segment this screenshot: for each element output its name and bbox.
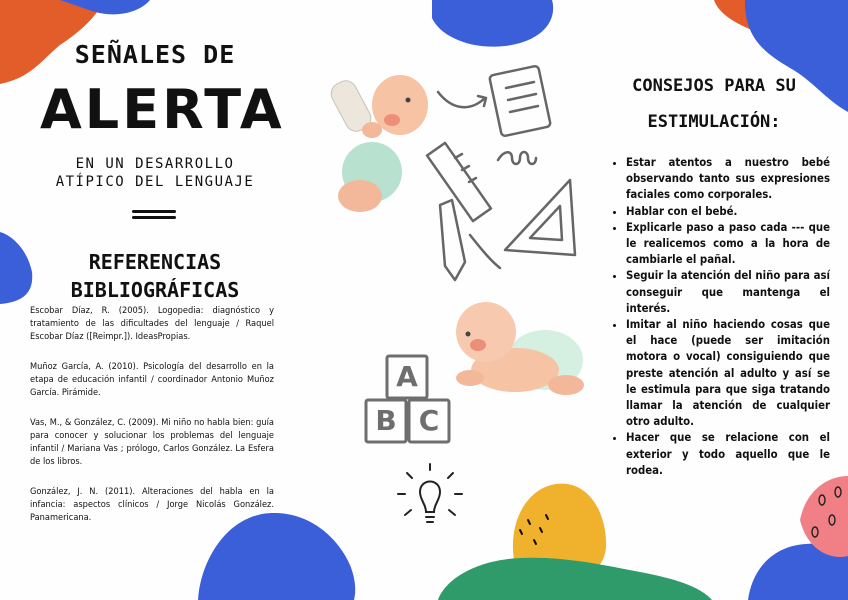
school-doodles	[427, 65, 575, 280]
references-title-line-2: BIBLIOGRÁFICAS	[70, 278, 240, 302]
references-list	[30, 304, 274, 541]
arrow-icon	[438, 92, 500, 268]
reference-item: González, J. N. (2011). Alteraciones del habla en la infancia: aspectos clínicos / Jorge Nicolás González. Panamericana.	[30, 486, 274, 523]
tips-list	[608, 155, 830, 479]
blue-blob-left	[0, 232, 32, 304]
reference-item: Escobar Díaz, R. (2005). Logopedia: diagnóstico y tratamiento de las dificultades del lenguaje / Raquel Escobar Díaz ([Reimpr.]). IdeasPropias.	[30, 305, 274, 342]
title-line-2: ALERTA	[40, 78, 285, 141]
tip-item: • Imitar al niño haciendo cosas que el hace (puede ser imitación motora o vocal) consiguiendo que preste atención al adulto y así se le estimula para que siga tratando llamar la atención de cualquier otro adulto.	[626, 317, 830, 430]
tip-item: • Explicarle paso a paso cada --- que le realicemos como a la hora de cambiarle el pañal.	[626, 220, 830, 269]
abc-letter-b: B	[375, 404, 397, 437]
blue-blob-top-center	[432, 0, 553, 47]
references-title-line-1: REFERENCIAS	[88, 250, 222, 274]
reference-item: Muñoz García, A. (2010). Psicología del desarrollo en la etapa de educación infantil / coordinador Antonio Muñoz García. Pirámide.	[30, 361, 274, 398]
references-title	[30, 248, 280, 304]
abc-letter-a: A	[396, 360, 418, 393]
lightbulb-icon	[398, 464, 462, 522]
spring-doodle	[498, 152, 536, 164]
pencil-icon	[440, 200, 465, 280]
tip-item: • Hacer que se relacione con el exterior y todo aquello que le rodea.	[626, 430, 830, 479]
notebook-icon	[489, 65, 551, 136]
subtitle-line-2: ATÍPICO DEL LENGUAJE	[55, 174, 255, 190]
reference-item: Vas, M., & González, C. (2009). Mi niño no habla bien: guía para conocer y solucionar los problemas del lenguaje infantil / Mariana Vas ; prólogo, Carlos González. La Esfera de los libros.	[30, 417, 274, 467]
tip-item: • Estar atentos a nuestro bebé observando tanto sus expresiones faciales como corporales.	[626, 155, 830, 204]
tips-title-line-2: ESTIMULACIÓN:	[647, 112, 781, 132]
subtitle-line-1: EN UN DESARROLLO	[75, 156, 235, 172]
crawling-baby-illustration	[456, 302, 584, 395]
set-square-icon	[505, 180, 575, 255]
subtitle	[40, 155, 270, 191]
tips-title	[604, 68, 824, 140]
tip-item: • Hablar con el bebé.	[626, 204, 830, 220]
title-divider	[132, 210, 176, 219]
tip-item: • Seguir la atención del niño para así conseguir que mantenga el interés.	[626, 268, 830, 317]
tips-title-line-1: CONSEJOS PARA SU	[632, 76, 796, 96]
title-line-1: SEÑALES DE	[74, 40, 236, 69]
ruler-icon	[427, 143, 491, 221]
abc-letter-c: C	[418, 404, 440, 437]
baby-bottle-illustration	[327, 75, 428, 212]
green-blob-bottom	[438, 558, 712, 600]
